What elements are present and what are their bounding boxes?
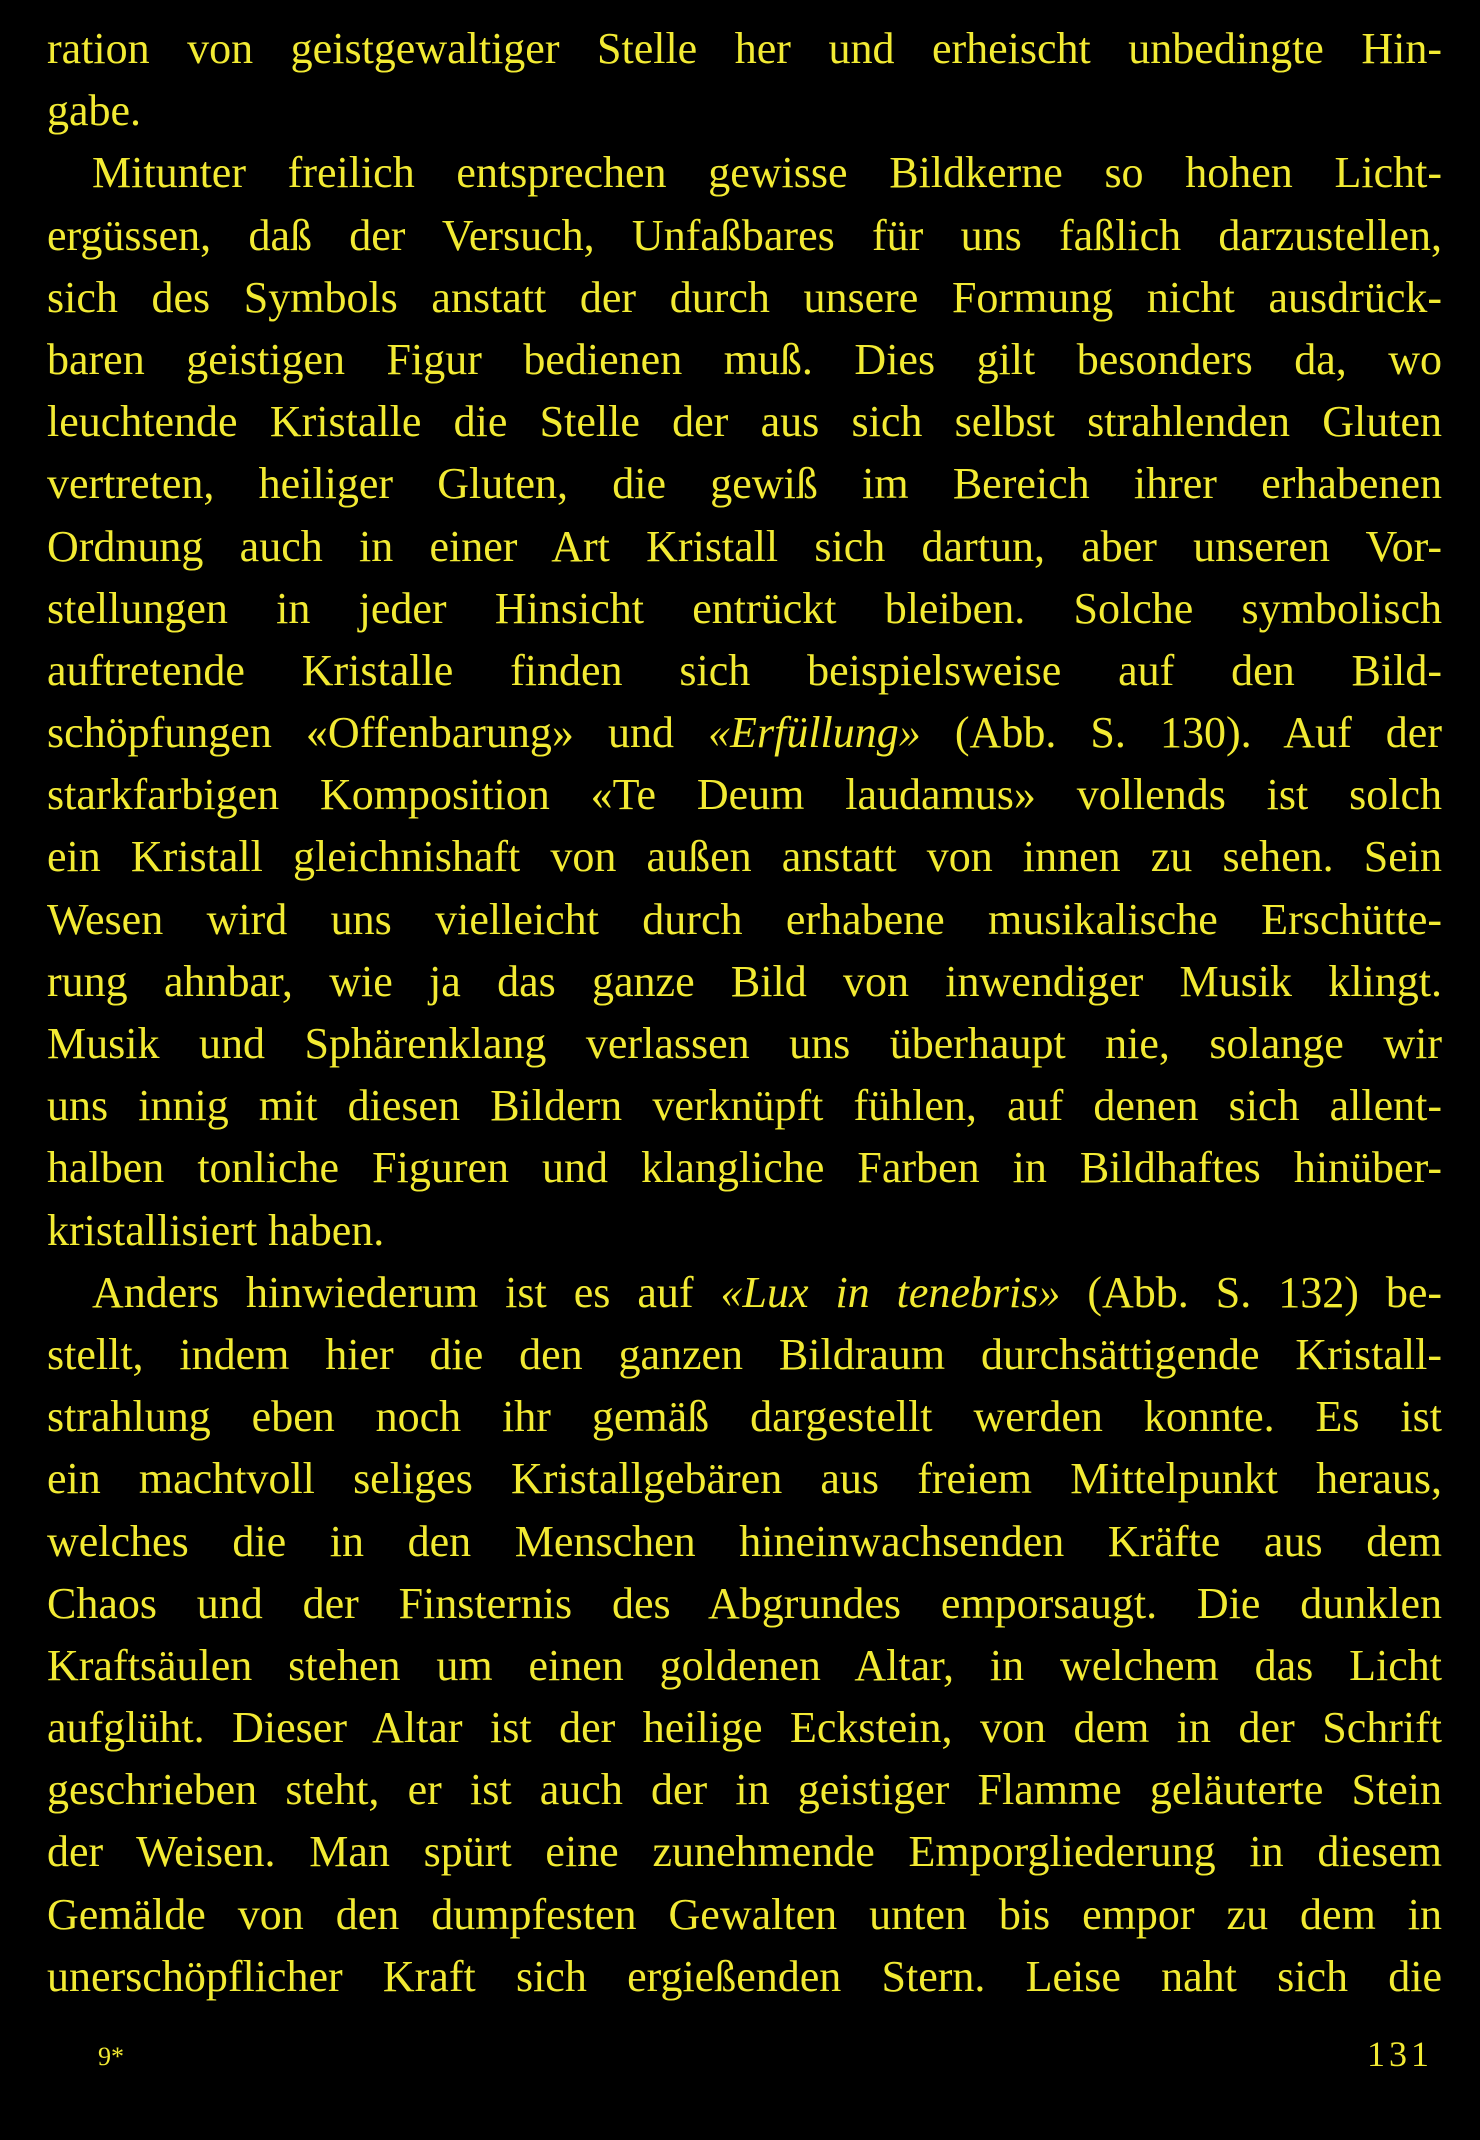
text-line [47, 1884, 1442, 1946]
text-segment: gabe. [47, 86, 142, 136]
text-line [47, 142, 1442, 204]
text-segment: baren geistigen Figur bedienen muß. Dies gilt besonders da, wo [47, 334, 1442, 384]
text-line [47, 1635, 1442, 1697]
text-segment: aufglüht. Dieser Altar ist der heilige Eckstein, von dem in der Schrift [47, 1703, 1442, 1753]
text-segment: strahlung eben noch ihr gemäß dargestellt werden konnte. Es ist [47, 1392, 1442, 1442]
text-segment: Musik und Sphärenklang verlassen uns überhaupt nie, solange wir [47, 1019, 1442, 1068]
text-line [47, 1075, 1442, 1137]
text-line [47, 764, 1442, 826]
text-segment: kristallisiert haben. [47, 1205, 385, 1255]
text-line [47, 329, 1442, 391]
text-line [47, 267, 1442, 329]
body-text [47, 18, 1442, 2008]
text-segment: rung ahnbar, wie ja das ganze Bild von inwendiger Musik klingt. [47, 956, 1442, 1006]
text-segment: stellungen in jeder Hinsicht entrückt bleiben. Solche symbolisch [47, 583, 1442, 633]
text-line [47, 453, 1442, 515]
text-segment: Chaos und der Finsternis des Abgrundes emporsaugt. Die dunklen [47, 1578, 1442, 1628]
text-segment: der Weisen. Man spürt eine zunehmende Emporgliederung in diesem [47, 1827, 1442, 1877]
text-segment: leuchtende Kristalle die Stelle der aus sich selbst strahlenden Gluten [47, 397, 1442, 447]
text-segment: Gemälde von den dumpfesten Gewalten unten bis empor zu dem in [47, 1889, 1442, 1939]
text-line [47, 951, 1442, 1013]
signature-mark: 9* [98, 2042, 124, 2071]
text-line [47, 889, 1442, 951]
text-segment: starkfarbigen Komposition «Te Deum laudamus» vollends ist solch [47, 770, 1442, 820]
text-line [47, 578, 1442, 640]
text-segment: halben tonliche Figuren und klangliche Farben in Bildhaftes hinüber- [47, 1143, 1442, 1193]
text-segment: Mitunter freilich entsprechen gewisse Bildkerne so hohen Licht- [92, 148, 1442, 198]
text-line [47, 1946, 1442, 2008]
text-line [47, 1200, 1442, 1262]
text-segment: geschrieben steht, er ist auch der in geistiger Flamme geläuterte Stein [47, 1765, 1442, 1815]
text-segment: welches die in den Menschen hineinwachsenden Kräfte aus dem [47, 1516, 1442, 1566]
text-line [47, 1448, 1442, 1510]
text-line [47, 391, 1442, 453]
text-segment: Ordnung auch in einer Art Kristall sich dartun, aber unseren Vor- [47, 521, 1442, 571]
text-line [47, 1013, 1442, 1075]
text-line [47, 640, 1442, 702]
text-line [47, 18, 1442, 80]
text-segment: Kraftsäulen stehen um einen goldenen Altar, in welchem das Licht [47, 1640, 1442, 1690]
text-line [47, 1511, 1442, 1573]
text-line [47, 826, 1442, 888]
text-line [47, 205, 1442, 267]
text-segment: sich des Symbols anstatt der durch unsere Formung nicht ausdrück- [47, 272, 1442, 322]
text-line [47, 1324, 1442, 1386]
text-segment: schöpfungen «Offenbarung» und [47, 708, 709, 758]
text-line [47, 516, 1442, 578]
text-line [47, 1759, 1442, 1821]
text-line [47, 1262, 1442, 1324]
text-segment: ein machtvoll seliges Kristallgebären aus freiem Mittelpunkt heraus, [47, 1454, 1442, 1504]
page-number: 131 [1367, 2034, 1433, 2074]
text-segment: (Abb. S. 130). Auf der [920, 708, 1442, 758]
text-line [47, 1821, 1442, 1883]
text-line [47, 1697, 1442, 1759]
text-line [47, 1386, 1442, 1448]
italic-title: «Lux in tenebris» [720, 1267, 1061, 1317]
text-segment: auftretende Kristalle finden sich beispielsweise auf den Bild- [47, 645, 1442, 695]
text-segment: unerschöpflicher Kraft sich ergießenden Stern. Leise naht sich die [47, 1951, 1442, 2001]
text-line [47, 1573, 1442, 1635]
text-line [47, 80, 1442, 142]
text-segment: vertreten, heiliger Gluten, die gewiß im Bereich ihrer erhabenen [47, 459, 1442, 509]
text-segment: stellt, indem hier die den ganzen Bildraum durchsättigende Kristall- [47, 1329, 1442, 1379]
text-segment: Wesen wird uns vielleicht durch erhabene musikalische Erschütte- [47, 894, 1442, 944]
text-segment: ergüssen, daß der Versuch, Unfaßbares für uns faßlich darzustellen, [47, 210, 1442, 260]
italic-title: «Erfüllung» [708, 708, 921, 758]
text-segment: uns innig mit diesen Bildern verknüpft fühlen, auf denen sich allent- [47, 1081, 1442, 1131]
text-line [47, 1137, 1442, 1199]
text-segment: ration von geistgewaltiger Stelle her und erheischt unbedingte Hin- [47, 24, 1442, 73]
text-line [47, 702, 1442, 764]
text-segment: (Abb. S. 132) be- [1060, 1267, 1443, 1317]
text-segment: ein Kristall gleichnishaft von außen anstatt von innen zu sehen. Sein [47, 832, 1442, 882]
text-segment: Anders hinwiederum ist es auf [92, 1267, 721, 1317]
